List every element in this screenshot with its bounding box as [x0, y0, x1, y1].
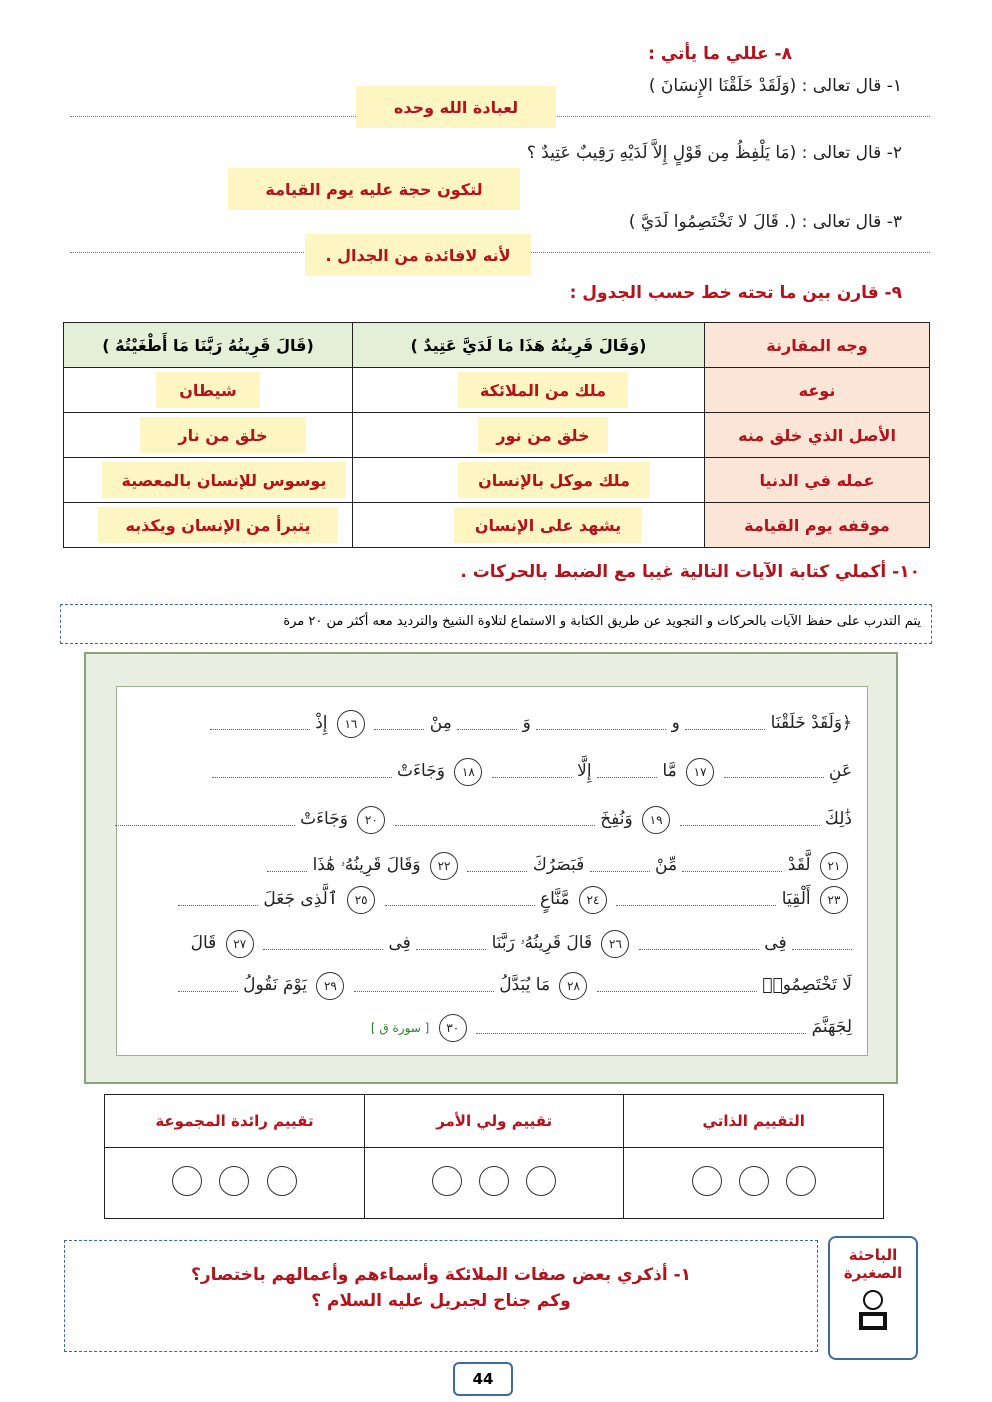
blank [212, 765, 392, 778]
row-second-answer: خلق من نار [140, 417, 306, 453]
row-second-answer: يتبرأ من الإنسان ويكذبه [98, 507, 338, 543]
researcher-icon [853, 1288, 893, 1332]
evaluation-header-row [105, 1095, 884, 1148]
row-first-cell [353, 458, 705, 503]
blank [590, 859, 650, 872]
row-second-answer: شيطان [156, 372, 260, 408]
q8-answer-3: لأنه لافائدة من الجدال . [305, 234, 531, 276]
quran-word: مِّنْ [655, 855, 678, 875]
neutral-face-icon[interactable] [219, 1166, 249, 1196]
ayah-number: ٢٥ [347, 886, 375, 914]
row-second-answer: يوسوس للإنسان بالمعصية [102, 462, 346, 498]
blank [263, 937, 383, 950]
quran-word: مَّنَّاعٍ [540, 889, 570, 909]
ayah-number: ٢٦ [601, 930, 629, 958]
row-first-answer: يشهد على الإنسان [454, 507, 642, 543]
row-first-answer: ملك موكل بالإنسان [458, 462, 650, 498]
page-number: 44 [453, 1362, 513, 1396]
quran-word: وَجَاءَتْ [397, 761, 445, 781]
blank [680, 813, 820, 826]
researcher-label-2: الصغيرة [843, 1264, 903, 1282]
happy-face-icon[interactable] [786, 1166, 816, 1196]
quran-word: و [671, 713, 680, 733]
ayah-number: ٢٨ [559, 972, 587, 1000]
quran-word: لِجَهَنَّمَ [811, 1017, 852, 1037]
blank [597, 765, 657, 778]
quran-word: فَبَصَرُكَ [532, 855, 585, 875]
row-second-cell [64, 458, 353, 503]
blank [597, 979, 757, 992]
table-row [64, 458, 930, 503]
quran-word: قَالَ [190, 933, 217, 953]
ayah-number: ٢١ [820, 852, 848, 880]
blank [682, 859, 782, 872]
sad-face-icon[interactable] [172, 1166, 202, 1196]
ayah-number: ٢٩ [316, 972, 344, 1000]
quran-word: ذَٰلِكَ [824, 809, 852, 829]
blank [536, 717, 666, 730]
quran-word: فِى [388, 933, 411, 953]
quran-word: مِنْ [429, 713, 452, 733]
quran-word: إِلَّا [577, 761, 592, 781]
row-first-answer: خلق من نور [478, 417, 608, 453]
quran-word: لَا تَخْتَصِمُوا۟ [762, 975, 852, 995]
quran-line-2 [212, 758, 852, 786]
blank [395, 813, 595, 826]
quran-line-1 [210, 710, 852, 738]
evaluation-table [104, 1094, 884, 1219]
ayah-number: ١٧ [686, 758, 714, 786]
blank [616, 893, 776, 906]
row-aspect: موقفه يوم القيامة [705, 503, 930, 548]
q8-item-1: ١- قال تعالى : (وَلَقَدْ خَلَقْنَا الإِنسَانَ ) [648, 76, 902, 96]
blank [792, 937, 852, 950]
row-first-cell [353, 503, 705, 548]
quran-word: وَقَالَ قَرِينُهُۥ هَٰذَا [312, 855, 421, 875]
q10-title: ١٠- أكملي كتابة الآيات التالية غيبا مع الضبط بالحركات . [460, 562, 920, 582]
blank [354, 979, 494, 992]
quran-word: ٱلَّذِى جَعَلَ [263, 889, 338, 909]
blank [685, 717, 765, 730]
blank [178, 979, 238, 992]
row-aspect: نوعه [705, 368, 930, 413]
research-question-box [64, 1240, 818, 1352]
ayah-number: ١٨ [454, 758, 482, 786]
eval-self: التقييم الذاتي [624, 1095, 884, 1148]
neutral-face-icon[interactable] [739, 1166, 769, 1196]
q8-item-3: ٣- قال تعالى : (. قَالَ لا تَخْتَصِمُوا لَدَيَّ ) [628, 212, 902, 232]
ayah-number: ٢٣ [820, 886, 848, 914]
comparison-table [63, 322, 930, 548]
researcher-badge [828, 1236, 918, 1360]
header-first-verse: (وَقَالَ قَرِينُهُ هَذَا مَا لَدَيَّ عَتِيدٌ ) [353, 323, 705, 368]
ayah-number: ٣٠ [439, 1014, 467, 1042]
q8-item-2: ٢- قال تعالى : (مَا يَلْفِظُ مِن قَوْلٍ إِلاَّ لَدَيْهِ رَقِيبٌ عَتِيدٌ ؟ [526, 143, 902, 163]
row-aspect: عمله في الدنيا [705, 458, 930, 503]
blank [267, 859, 307, 872]
q10-note-box [60, 604, 932, 644]
blank [492, 765, 572, 778]
quran-word: إِذْ [315, 713, 328, 733]
researcher-label-1: الباحثة [848, 1246, 898, 1264]
research-question-1: ١- أذكري بعض صفات الملائكة وأسماءهم وأعمالهم باختصار؟ [190, 1265, 692, 1285]
surah-label: [ سورة ق ] [370, 1021, 430, 1035]
quran-word: فِى [764, 933, 787, 953]
ayah-number: ٢٧ [226, 930, 254, 958]
blank [178, 893, 258, 906]
blank [457, 717, 517, 730]
row-second-cell [64, 503, 353, 548]
header-aspect: وجه المقارنة [705, 323, 930, 368]
leader-faces [105, 1148, 365, 1219]
quran-word: لَّقَدْ [787, 855, 811, 875]
ayah-number: ٢٤ [579, 886, 607, 914]
table-header-row [64, 323, 930, 368]
eval-parent: تقييم ولي الأمر [364, 1095, 623, 1148]
blank [115, 813, 295, 826]
blank [374, 717, 424, 730]
quran-word: مَّا [662, 761, 677, 781]
table-row [64, 503, 930, 548]
blank [724, 765, 824, 778]
research-question-2: وكم جناح لجبريل عليه السلام ؟ [311, 1291, 571, 1311]
quran-line-6 [191, 930, 852, 958]
row-first-cell [353, 368, 705, 413]
eval-leader: تقييم رائدة المجموعة [105, 1095, 365, 1148]
quran-word: وَجَاءَتْ [300, 809, 348, 829]
blank [476, 1021, 806, 1034]
q8-answer-1: لعبادة الله وحده [356, 86, 556, 128]
quran-word: وَ [522, 713, 531, 733]
ayah-number: ١٦ [337, 710, 365, 738]
self-faces [624, 1148, 884, 1219]
ayah-number: ٢٠ [357, 806, 385, 834]
parent-faces [364, 1148, 623, 1219]
row-first-answer: ملك من الملائكة [458, 372, 628, 408]
table-row [64, 368, 930, 413]
quran-word: عَنِ [828, 761, 852, 781]
quran-line-3 [115, 806, 852, 834]
blank [416, 937, 486, 950]
happy-face-icon[interactable] [526, 1166, 556, 1196]
q8-answer-2: لتكون حجة عليه يوم القيامة [228, 168, 520, 210]
quran-word: وَنُفِخَ [600, 809, 633, 829]
blank [385, 893, 535, 906]
blank [639, 937, 759, 950]
q9-title: ٩- قارن بين ما تحته خط حسب الجدول : [569, 283, 902, 303]
quran-line-8 [371, 1014, 852, 1042]
quran-line-4 [267, 852, 852, 880]
evaluation-faces-row [105, 1148, 884, 1219]
q10-note: يتم التدرب على حفظ الآيات بالحركات و التجويد عن طريق الكتابة و الاستماع لتلاوة الشيخ والترديد معه أكثر من ٢٠ مرة [283, 614, 921, 629]
neutral-face-icon[interactable] [479, 1166, 509, 1196]
quran-word: قَالَ قَرِينُهُۥ رَبَّنَا [491, 933, 593, 953]
row-first-cell [353, 413, 705, 458]
header-second-verse: (قَالَ قَرِينُهُ رَبَّنَا مَا أَطْغَيْتُهُ ) [64, 323, 353, 368]
sad-face-icon[interactable] [432, 1166, 462, 1196]
row-second-cell [64, 368, 353, 413]
blank [210, 717, 310, 730]
happy-face-icon[interactable] [267, 1166, 297, 1196]
ayah-number: ١٩ [642, 806, 670, 834]
blank [467, 859, 527, 872]
table-row [64, 413, 930, 458]
quran-line-5 [178, 886, 852, 914]
quran-word: ﴿وَلَقَدْ خَلَقْنَا [770, 713, 852, 733]
quran-line-7 [178, 972, 852, 1000]
q8-title: ٨- عللي ما يأتي : [648, 44, 792, 64]
row-aspect: الأصل الذي خلق منه [705, 413, 930, 458]
ayah-number: ٢٢ [430, 852, 458, 880]
quran-word: أَلْقِيَا [781, 889, 811, 909]
row-second-cell [64, 413, 353, 458]
quran-word: مَا يُبَدَّلُ [499, 975, 551, 995]
sad-face-icon[interactable] [692, 1166, 722, 1196]
quran-word: يَوْمَ نَقُولُ [243, 975, 308, 995]
